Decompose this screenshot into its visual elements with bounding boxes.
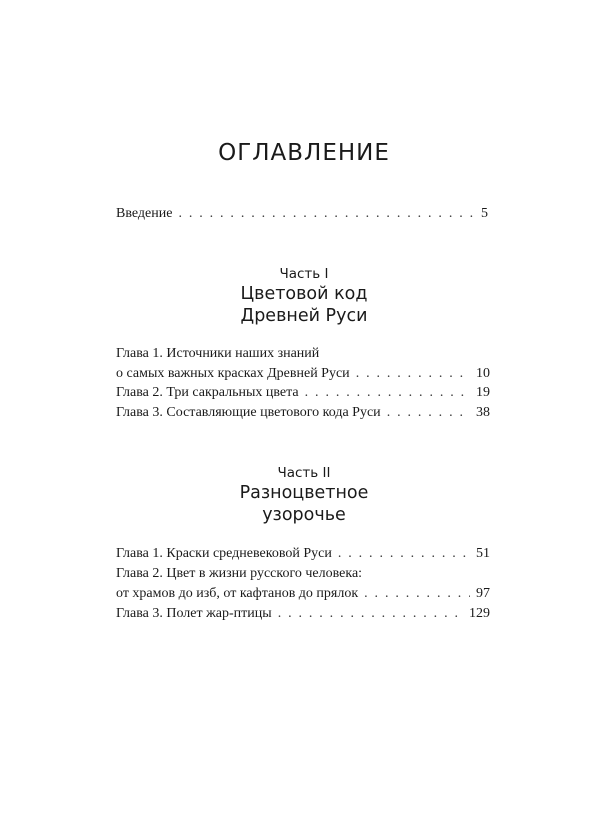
toc-entry-p1-ch3[interactable] (116, 403, 490, 422)
toc-entry-text: о самых важных красках Древней Руси (116, 366, 350, 381)
toc-page-number: 19 (476, 385, 490, 400)
toc-entry-p1-ch2[interactable] (116, 383, 490, 402)
toc-page-number: 97 (476, 586, 490, 601)
part-2-title-line1: Разноцветное (239, 483, 369, 503)
toc-page-number: 10 (476, 366, 490, 381)
page-title: ОГЛАВЛЕНИЕ (218, 140, 390, 166)
toc-page-number: 38 (476, 405, 490, 420)
toc-entry-line: Глава 2. Цвет в жизни русского человека: (116, 566, 363, 581)
toc-entry-intro[interactable] (116, 204, 488, 223)
toc-entry-text: Глава 3. Составляющие цветового кода Руси (116, 405, 381, 420)
part-1-title-line2: Древней Руси (240, 306, 368, 326)
dot-leader (338, 544, 470, 563)
part-2-label: Часть II (277, 465, 331, 481)
toc-entry-text: Введение (116, 206, 173, 221)
part-1-label: Часть I (279, 266, 329, 282)
toc-entry-text: от храмов до изб, от кафтанов до прялок (116, 586, 359, 601)
toc-entry-p1-ch1[interactable] (116, 364, 490, 383)
toc-entry-text: Глава 2. Три сакральных цвета (116, 385, 299, 400)
toc-entry-p2-ch2[interactable] (116, 584, 490, 603)
toc-page-number: 5 (481, 206, 488, 221)
part-2-title-line2: узорочье (262, 505, 346, 525)
toc-entry-text: Глава 3. Полет жар-птицы (116, 606, 272, 621)
toc-page-number: 51 (476, 546, 490, 561)
toc-entry-p2-ch1[interactable] (116, 544, 490, 563)
dot-leader (387, 403, 470, 422)
dot-leader (305, 383, 470, 402)
dot-leader (278, 604, 463, 623)
toc-entry-text: Глава 1. Краски средневековой Руси (116, 546, 332, 561)
toc-entry-p2-ch3[interactable] (116, 604, 490, 623)
toc-entry-line: Глава 1. Источники наших знаний (116, 346, 320, 361)
dot-leader (356, 364, 470, 383)
part-1-title-line1: Цветовой код (240, 284, 368, 304)
toc-page-number: 129 (469, 606, 490, 621)
dot-leader (364, 584, 470, 603)
dot-leader (178, 204, 475, 223)
